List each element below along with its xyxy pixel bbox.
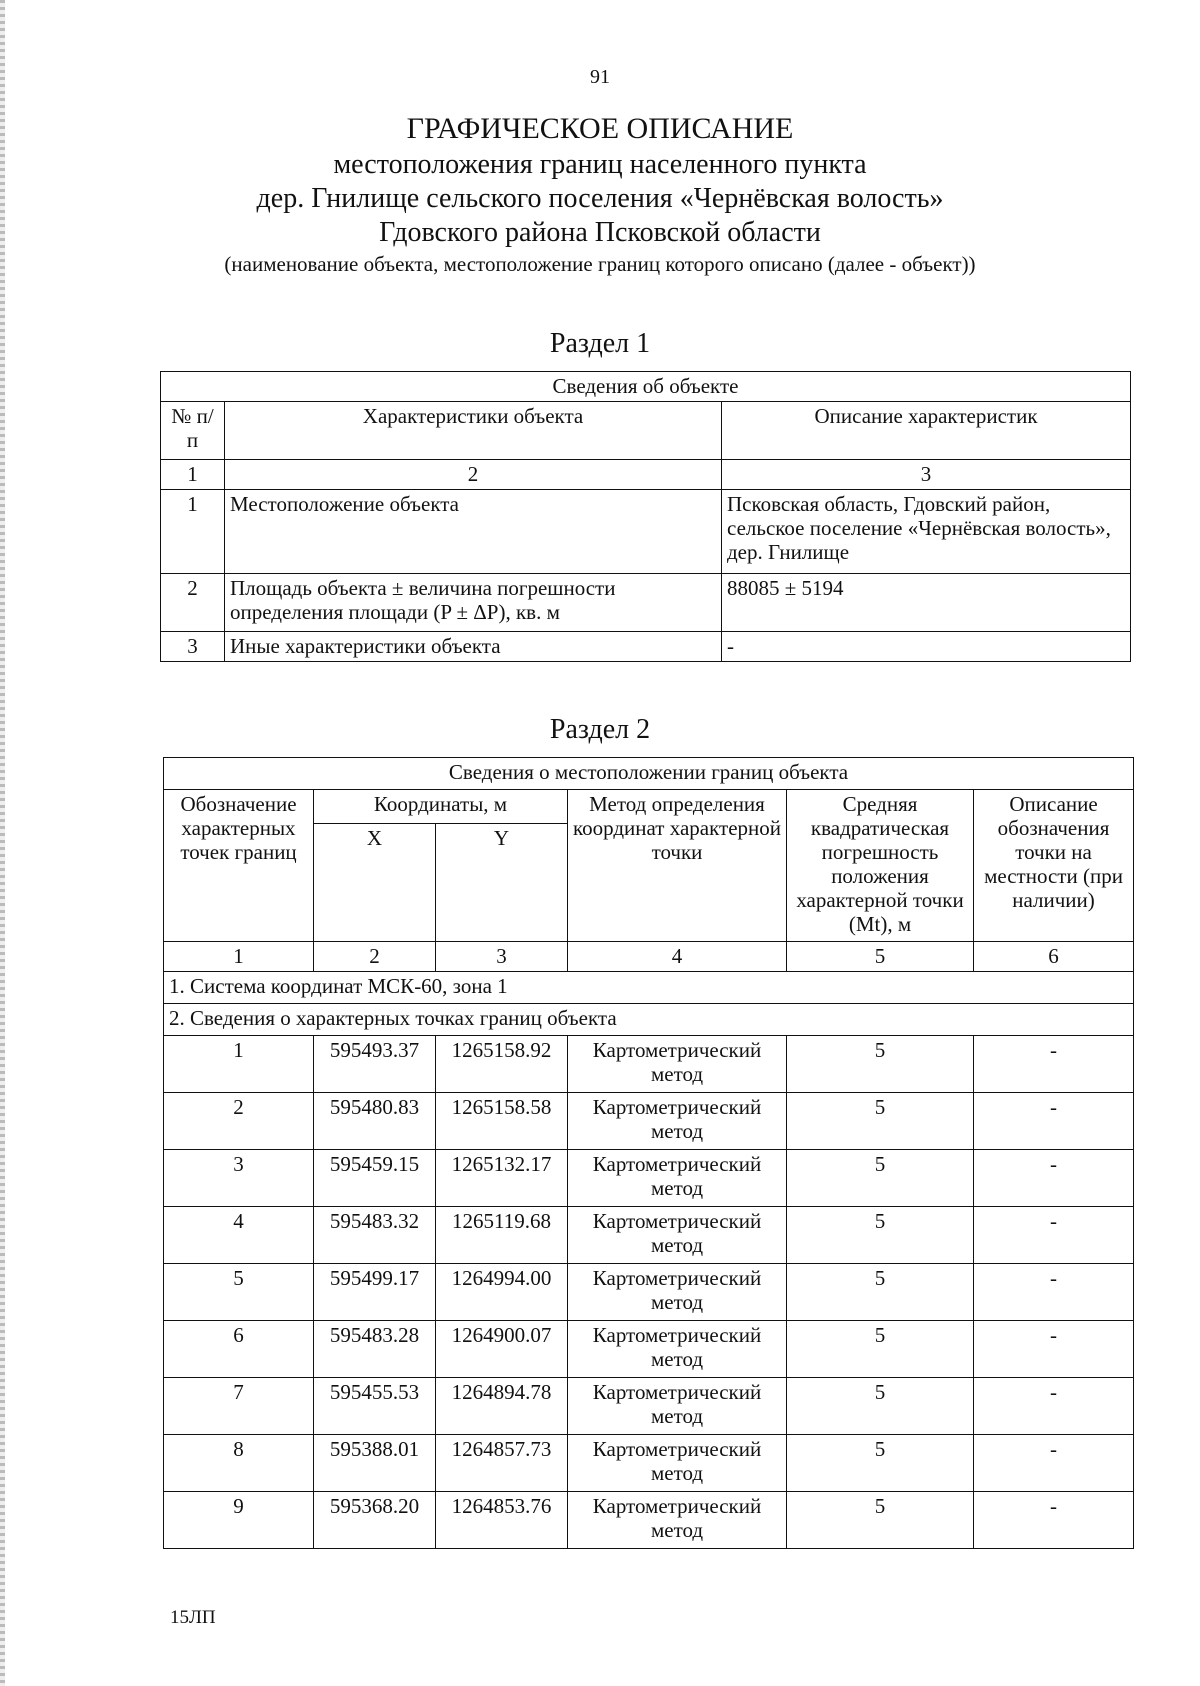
header-characteristics: Характеристики объекта	[225, 402, 722, 460]
coordinate-y: 1264853.76	[436, 1492, 568, 1549]
title-line-2: дер. Гнилище сельского поселения «Чернёвская волость»	[256, 183, 944, 214]
point-description: -	[974, 1321, 1134, 1378]
header-error: Средняя квадратическая погрешность положения характерной точки (Mt), м	[787, 790, 974, 942]
column-number: 5	[787, 942, 974, 972]
mean-square-error: 5	[787, 1321, 974, 1378]
table-row	[164, 1093, 1134, 1150]
mean-square-error: 5	[787, 1150, 974, 1207]
point-description: -	[974, 1435, 1134, 1492]
determination-method: Картометрический метод	[568, 1207, 787, 1264]
column-number: 6	[974, 942, 1134, 972]
boundary-points-table	[163, 757, 1134, 1549]
coordinate-y: 1265119.68	[436, 1207, 568, 1264]
point-number: 5	[164, 1264, 314, 1321]
header-x: X	[314, 824, 436, 942]
page-number: 91	[590, 66, 610, 88]
row-num: 2	[161, 574, 225, 632]
header-point: Обозначение характерных точек границ	[164, 790, 314, 942]
object-info-table	[160, 371, 1131, 662]
determination-method: Картометрический метод	[568, 1321, 787, 1378]
header-y: Y	[436, 824, 568, 942]
title-line-1: местоположения границ населенного пункта	[333, 149, 867, 180]
point-description: -	[974, 1150, 1134, 1207]
header-desc: Описание обозначения точки на местности (при наличии)	[974, 790, 1134, 942]
title-line-3: Гдовского района Псковской области	[379, 217, 821, 248]
point-number: 8	[164, 1435, 314, 1492]
coordinate-x: 595483.32	[314, 1207, 436, 1264]
coordinate-x: 595499.17	[314, 1264, 436, 1321]
point-description: -	[974, 1036, 1134, 1093]
coordinate-y: 1265158.92	[436, 1036, 568, 1093]
coordinate-x: 595388.01	[314, 1435, 436, 1492]
table-row	[164, 1036, 1134, 1093]
determination-method: Картометрический метод	[568, 1264, 787, 1321]
point-number: 1	[164, 1036, 314, 1093]
header-method: Метод определения координат характерной точки	[568, 790, 787, 942]
point-description: -	[974, 1492, 1134, 1549]
point-number: 2	[164, 1093, 314, 1150]
table-row	[164, 1435, 1134, 1492]
document-title	[0, 110, 1200, 278]
coordinate-x: 595455.53	[314, 1378, 436, 1435]
coordinate-y: 1264994.00	[436, 1264, 568, 1321]
coordinate-y: 1264894.78	[436, 1378, 568, 1435]
coordinate-y: 1264857.73	[436, 1435, 568, 1492]
row-characteristic: Местоположение объекта	[225, 490, 722, 574]
mean-square-error: 5	[787, 1207, 974, 1264]
column-number: 1	[164, 942, 314, 972]
determination-method: Картометрический метод	[568, 1435, 787, 1492]
column-number: 4	[568, 942, 787, 972]
column-number: 2	[314, 942, 436, 972]
title-main: ГРАФИЧЕСКОЕ ОПИСАНИЕ	[406, 112, 794, 145]
section-2-heading: Раздел 2	[549, 714, 651, 745]
point-description: -	[974, 1378, 1134, 1435]
row-description: 88085 ± 5194	[722, 574, 1131, 632]
boundary-table-title: Сведения о местоположении границ объекта	[164, 758, 1134, 790]
point-description: -	[974, 1207, 1134, 1264]
row-description: Псковская область, Гдовский район, сельское поселение «Чернёвская волость», дер. Гнилище	[722, 490, 1131, 574]
coordinate-y: 1264900.07	[436, 1321, 568, 1378]
coordinate-x: 595493.37	[314, 1036, 436, 1093]
column-number: 2	[225, 460, 722, 490]
point-number: 6	[164, 1321, 314, 1378]
row-characteristic: Иные характеристики объекта	[225, 632, 722, 662]
point-number: 7	[164, 1378, 314, 1435]
coordinate-x: 595480.83	[314, 1093, 436, 1150]
coordinate-x: 595459.15	[314, 1150, 436, 1207]
header-num: № п/п	[161, 402, 225, 460]
table-row	[164, 1321, 1134, 1378]
determination-method: Картометрический метод	[568, 1492, 787, 1549]
title-note: (наименование объекта, местоположение границ которого описано (далее - объект))	[224, 252, 976, 276]
table-row	[164, 1264, 1134, 1321]
mean-square-error: 5	[787, 1036, 974, 1093]
section-1-heading: Раздел 1	[549, 328, 651, 359]
point-number: 3	[164, 1150, 314, 1207]
coordinate-x: 595483.28	[314, 1321, 436, 1378]
row-num: 1	[161, 490, 225, 574]
point-description: -	[974, 1264, 1134, 1321]
mean-square-error: 5	[787, 1378, 974, 1435]
coordinate-x: 595368.20	[314, 1492, 436, 1549]
row-description: -	[722, 632, 1131, 662]
footer-code: 15ЛП	[170, 1607, 216, 1628]
column-number: 3	[436, 942, 568, 972]
header-description: Описание характеристик	[722, 402, 1131, 460]
determination-method: Картометрический метод	[568, 1378, 787, 1435]
table-row	[164, 1150, 1134, 1207]
mean-square-error: 5	[787, 1435, 974, 1492]
table-row	[164, 1207, 1134, 1264]
determination-method: Картометрический метод	[568, 1150, 787, 1207]
table-row	[161, 574, 1131, 632]
row-num: 3	[161, 632, 225, 662]
coordinate-system-row: 1. Система координат МСК-60, зона 1	[164, 972, 1134, 1004]
coordinate-y: 1265158.58	[436, 1093, 568, 1150]
header-coords: Координаты, м	[314, 790, 568, 824]
row-characteristic: Площадь объекта ± величина погрешности определения площади (P ± ΔP), кв. м	[225, 574, 722, 632]
points-info-row: 2. Сведения о характерных точках границ объекта	[164, 1004, 1134, 1036]
mean-square-error: 5	[787, 1492, 974, 1549]
table-row	[161, 490, 1131, 574]
table-row	[161, 632, 1131, 662]
table-row	[164, 1492, 1134, 1549]
point-number: 4	[164, 1207, 314, 1264]
coordinate-y: 1265132.17	[436, 1150, 568, 1207]
table-row	[164, 1378, 1134, 1435]
determination-method: Картометрический метод	[568, 1093, 787, 1150]
mean-square-error: 5	[787, 1264, 974, 1321]
column-number: 1	[161, 460, 225, 490]
column-number: 3	[722, 460, 1131, 490]
point-number: 9	[164, 1492, 314, 1549]
determination-method: Картометрический метод	[568, 1036, 787, 1093]
point-description: -	[974, 1093, 1134, 1150]
mean-square-error: 5	[787, 1093, 974, 1150]
object-info-table-title: Сведения об объекте	[161, 372, 1131, 402]
